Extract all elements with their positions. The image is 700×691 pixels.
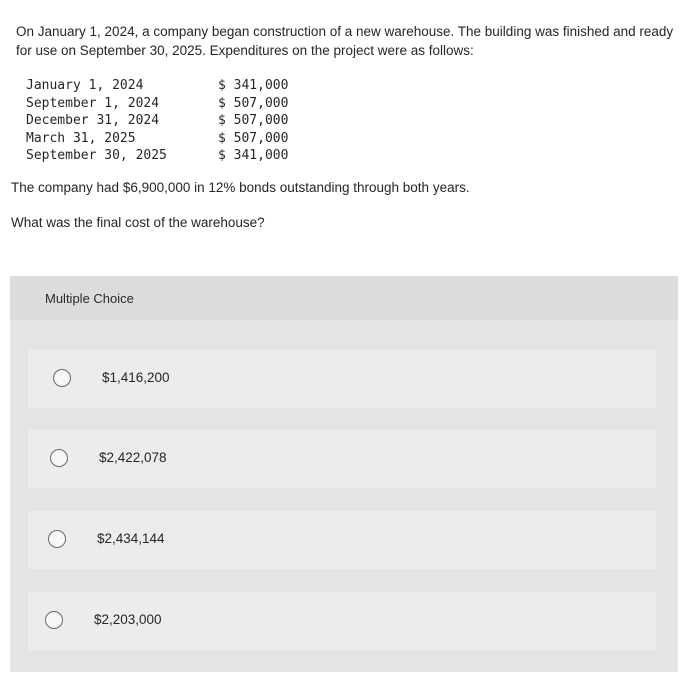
choice-text: $1,416,200	[102, 370, 170, 385]
radio-button-icon[interactable]	[45, 611, 63, 629]
expenditure-date: January 1, 2024	[26, 78, 144, 93]
choice-option-4[interactable]	[28, 592, 656, 650]
choice-option-2[interactable]	[28, 430, 656, 488]
multiple-choice-panel	[10, 276, 678, 672]
choice-text: $2,434,144	[97, 531, 165, 546]
choice-option-1[interactable]	[28, 350, 656, 408]
expenditure-date: December 31, 2024	[26, 113, 160, 128]
expenditure-date: September 30, 2025	[26, 148, 167, 163]
expenditure-table	[26, 77, 288, 165]
expenditure-row	[26, 147, 288, 165]
radio-button-icon[interactable]	[48, 530, 66, 548]
choice-text: $2,422,078	[99, 450, 167, 465]
multiple-choice-label: Multiple Choice	[45, 291, 134, 306]
expenditure-date: March 31, 2025	[26, 130, 136, 146]
bonds-note: The company had $6,900,000 in 12% bonds outstanding through both years.	[11, 180, 470, 195]
question-intro: On January 1, 2024, a company began construction of a new warehouse. The building was finished and ready for use on September 30, 2025. Expenditures on the project were as follows:	[16, 24, 674, 58]
expenditure-amount: $ 507,000	[218, 95, 289, 111]
choice-text: $2,203,000	[94, 612, 162, 627]
expenditure-row	[26, 95, 288, 113]
question-prompt: What was the final cost of the warehouse?	[11, 215, 265, 230]
expenditure-amount: $ 341,000	[218, 148, 289, 163]
expenditure-row	[26, 77, 288, 95]
expenditure-amount: $ 507,000	[218, 113, 289, 128]
expenditure-row	[26, 130, 288, 148]
multiple-choice-header	[10, 276, 678, 320]
expenditure-amount: $ 507,000	[218, 130, 289, 146]
radio-button-icon[interactable]	[50, 449, 68, 467]
expenditure-date: September 1, 2024	[26, 95, 160, 111]
expenditure-amount: $ 341,000	[218, 78, 289, 93]
expenditure-row	[26, 112, 288, 130]
radio-button-icon[interactable]	[53, 369, 71, 387]
choice-option-3[interactable]	[28, 511, 656, 569]
